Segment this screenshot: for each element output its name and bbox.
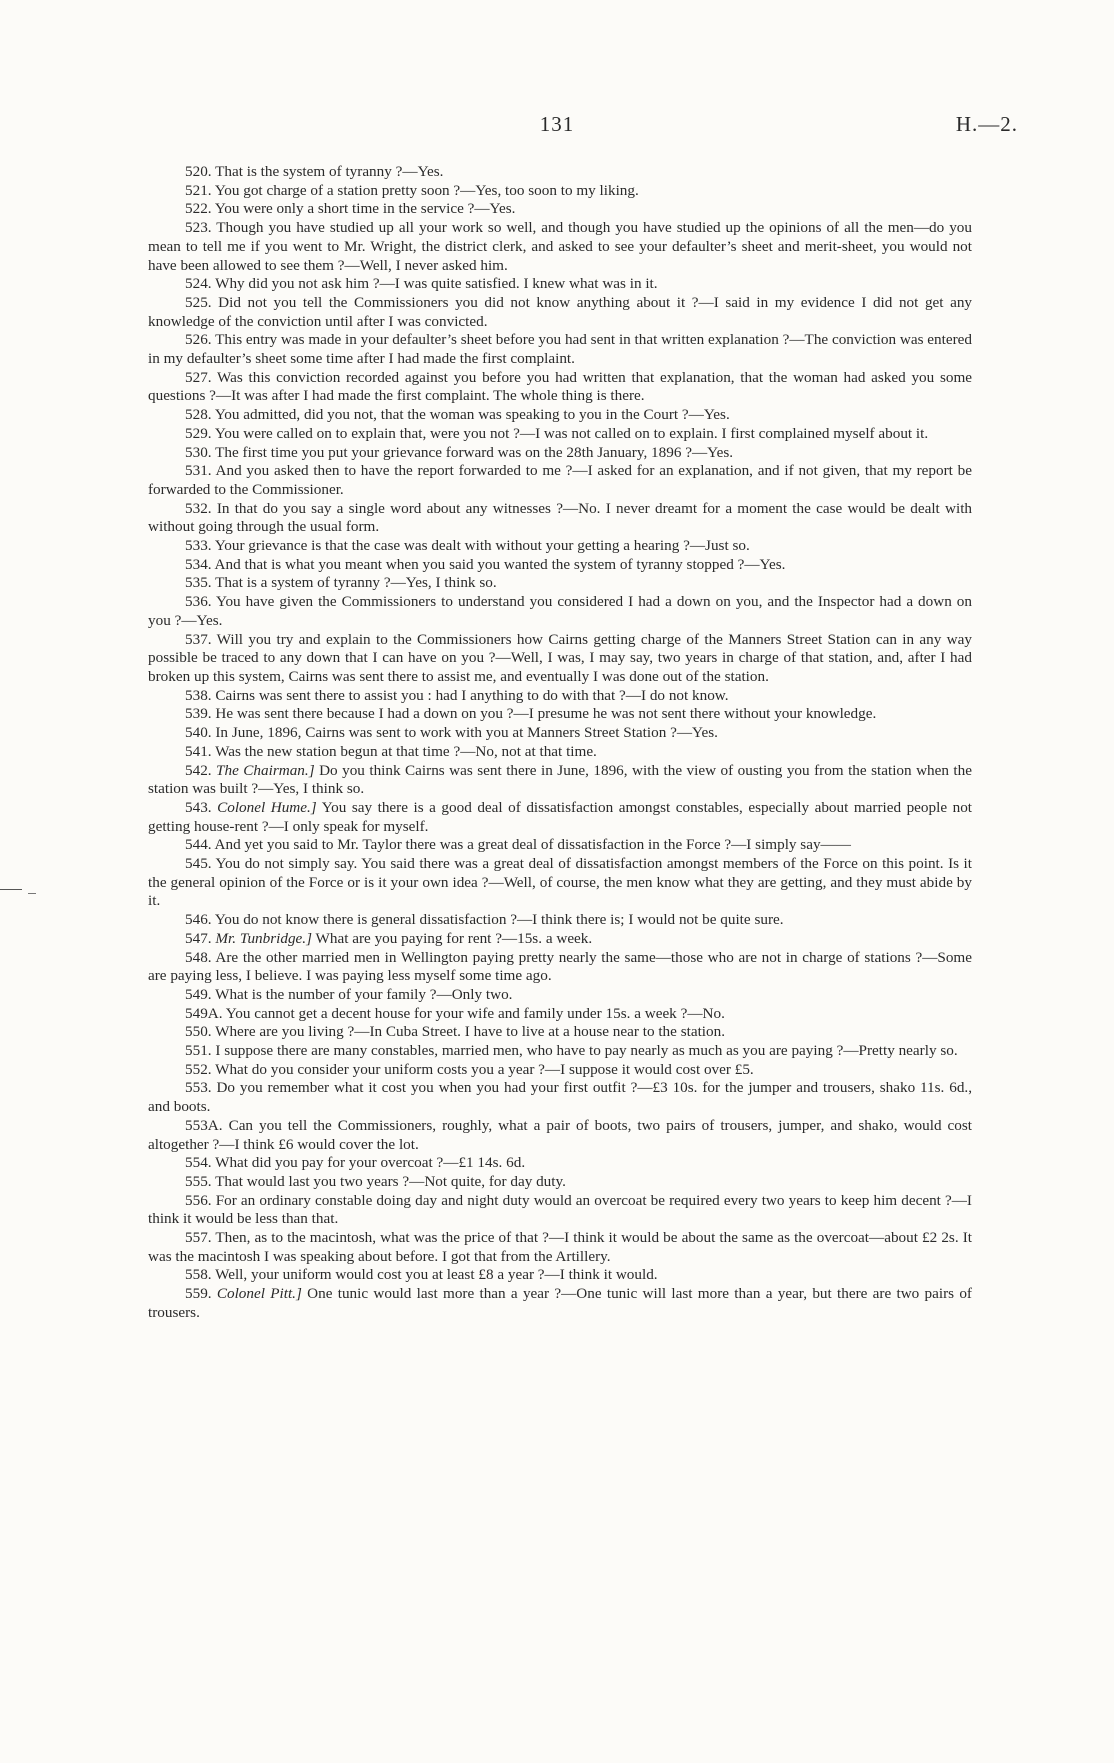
question-answer-text: Why did you not ask him ?—I was quite satisfied. I knew what was in it. <box>215 275 658 293</box>
question-number: 549. <box>185 985 212 1003</box>
question-number: 535. <box>185 574 212 592</box>
question-number: 530. <box>185 443 212 461</box>
question-answer-text: You have given the Commissioners to understand you considered I had a down on you, and the Inspector had a down on you ?—Yes. <box>148 593 972 629</box>
question-number: 558. <box>185 1266 212 1284</box>
question-number: 553A. <box>185 1116 223 1134</box>
question-number: 527. <box>185 368 212 386</box>
question-number: 542. <box>185 761 212 779</box>
question-paragraph <box>148 1266 972 1285</box>
question-paragraph <box>148 1079 972 1116</box>
question-number: 533. <box>185 537 212 555</box>
margin-mark <box>0 889 22 890</box>
question-answer-text: Though you have studied up all your work so well, and though you have studied up the opinions of all the men—do you mean to tell me if you went to Mr. Wright, the district clerk, and asked to see your defaulter’s sheet and merit-sheet, you would not have been allowed to see them ?—Well, I never asked him. <box>148 219 972 274</box>
question-answer-text: Do you think Cairns was sent there in June, 1896, with the view of ousting you from the station when the station was built ?—Yes, I think so. <box>148 761 972 798</box>
question-number: 550. <box>185 1023 212 1041</box>
question-paragraph <box>148 1042 972 1061</box>
question-answer-text: In June, 1896, Cairns was sent to work with you at Manners Street Station ?—Yes. <box>215 724 718 742</box>
question-number: 537. <box>185 630 212 648</box>
question-paragraph <box>148 930 972 949</box>
question-paragraph <box>148 556 972 575</box>
question-number: 523. <box>185 219 212 237</box>
question-number: 559. <box>185 1285 212 1303</box>
question-number: 525. <box>185 293 212 311</box>
question-answer-text: That is the system of tyranny ?—Yes. <box>215 163 444 180</box>
question-paragraph <box>148 163 972 182</box>
question-number: 528. <box>185 406 212 424</box>
question-answer-text: The first time you put your grievance forward was on the 28th January, 1896 ?—Yes. <box>215 443 734 461</box>
question-answer-text: You were only a short time in the service ?—Yes. <box>214 200 516 218</box>
margin-tick <box>28 893 36 894</box>
question-paragraph <box>148 200 972 219</box>
testimony-body <box>148 163 972 1323</box>
question-answer-text: What is the number of your family ?—Only two. <box>215 985 513 1003</box>
question-answer-text: What are you paying for rent ?—15s. a week. <box>315 929 593 947</box>
question-number: 552. <box>185 1060 212 1078</box>
question-paragraph <box>148 724 972 743</box>
question-number: 532. <box>185 499 212 517</box>
question-number: 534. <box>185 555 212 573</box>
question-answer-text: Was the new station begun at that time ?—No, not at that time. <box>215 742 597 760</box>
question-number: 545. <box>185 855 212 873</box>
question-paragraph <box>148 1192 972 1229</box>
question-paragraph <box>148 799 972 836</box>
question-number: 553. <box>185 1079 212 1097</box>
question-number: 551. <box>185 1042 212 1060</box>
question-paragraph <box>148 949 972 986</box>
question-paragraph <box>148 574 972 593</box>
question-answer-text: You were called on to explain that, were you not ?—I was not called on to explain. I first complained myself about it. <box>214 424 929 442</box>
question-number: 529. <box>185 424 212 442</box>
question-answer-text: You say there is a good deal of dissatisfaction amongst constables, especially about married people not getting house-rent ?—I only speak for myself. <box>148 798 973 835</box>
question-paragraph <box>148 1023 972 1042</box>
question-number: 540. <box>185 724 212 742</box>
speaker-name: Mr. Tunbridge.] <box>215 929 313 947</box>
question-number: 555. <box>185 1172 212 1190</box>
question-paragraph <box>148 631 972 687</box>
question-answer-text: And that is what you meant when you said you wanted the system of tyranny stopped ?—Yes. <box>214 555 786 573</box>
question-paragraph <box>148 1061 972 1080</box>
question-answer-text: Then, as to the macintosh, what was the price of that ?—I think it would be about the same as the overcoat—about £2 2s. It was the macintosh I was speaking about before. I got that from the Artillery. <box>148 1229 972 1265</box>
question-paragraph <box>148 911 972 930</box>
question-answer-text: Cairns was sent there to assist you : had I anything to do with that ?—I do not know. <box>215 686 729 704</box>
question-number: 521. <box>185 181 212 199</box>
question-paragraph <box>148 369 972 406</box>
question-answer-text: You admitted, did you not, that the woman was speaking to you in the Court ?—Yes. <box>214 406 730 424</box>
question-number: 548. <box>185 948 212 966</box>
question-answer-text: Did not you tell the Commissioners you did not know anything about it ?—I said in my evidence I did not get any knowledge of the conviction until after I was convicted. <box>148 293 972 330</box>
question-number: 543. <box>185 798 212 816</box>
document-reference: H.—2. <box>955 112 1018 136</box>
question-answer-text: You cannot get a decent house for your wife and family under 15s. a week ?—No. <box>225 1004 725 1022</box>
question-paragraph <box>148 294 972 331</box>
question-answer-text: You do not know there is general dissatisfaction ?—I think there is; I would not be quite sure. <box>214 911 784 929</box>
question-paragraph <box>148 593 972 630</box>
question-answer-text: Will you try and explain to the Commissioners how Cairns getting charge of the Manners Street Station can in any way possible be traced to any down that I can have on you ?—Well, I was, I may say, two years in charge of that station, and, after I had broken up this system, Cairns was sent there to assist me, and eventually I was done out of the station. <box>148 630 972 685</box>
question-paragraph <box>148 219 972 275</box>
question-answer-text: For an ordinary constable doing day and night duty would an overcoat be required every two years to keep him decent ?—I think it would be less than that. <box>148 1191 972 1228</box>
question-number: 538. <box>185 686 212 704</box>
question-answer-text: Where are you living ?—In Cuba Street. I have to live at a house near to the station. <box>215 1023 725 1041</box>
question-number: 547. <box>185 929 212 947</box>
question-number: 536. <box>185 593 212 611</box>
question-paragraph <box>148 1173 972 1192</box>
question-paragraph <box>148 425 972 444</box>
speaker-name: The Chairman.] <box>216 761 315 779</box>
question-paragraph <box>148 275 972 294</box>
question-answer-text: He was sent there because I had a down on you ?—I presume he was not sent there without your knowledge. <box>215 705 877 723</box>
question-paragraph <box>148 705 972 724</box>
question-paragraph <box>148 500 972 537</box>
question-answer-text: That is a system of tyranny ?—Yes, I think so. <box>215 574 497 592</box>
question-number: 531. <box>185 462 212 480</box>
question-answer-text: In that do you say a single word about any witnesses ?—No. I never dreamt for a moment the case would be dealt with without going through the usual form. <box>148 499 973 536</box>
question-number: 556. <box>185 1191 212 1209</box>
question-number: 549A. <box>185 1004 223 1022</box>
question-paragraph <box>148 836 972 855</box>
question-paragraph <box>148 743 972 762</box>
question-answer-text: I suppose there are many constables, married men, who have to pay nearly as much as you are paying ?—Pretty nearly so. <box>215 1042 958 1060</box>
question-number: 522. <box>185 200 212 218</box>
speaker-name: Colonel Pitt.] <box>216 1285 302 1303</box>
question-paragraph <box>148 986 972 1005</box>
question-paragraph <box>148 1285 972 1322</box>
question-answer-text: Well, your uniform would cost you at least £8 a year ?—I think it would. <box>215 1266 658 1284</box>
question-answer-text: What did you pay for your overcoat ?—£1 14s. 6d. <box>215 1154 526 1172</box>
question-answer-text: Can you tell the Commissioners, roughly, what a pair of boots, two pairs of trousers, jumper, and shako, would cost altogether ?—I think £6 would cover the lot. <box>148 1116 973 1153</box>
question-answer-text: One tunic would last more than a year ?—One tunic will last more than a year, but there are two pairs of trousers. <box>148 1285 972 1321</box>
question-paragraph <box>148 1229 972 1266</box>
question-paragraph <box>148 444 972 463</box>
question-answer-text: You do not simply say. You said there was a great deal of dissatisfaction amongst members of the Force on this point. Is it the general opinion of the Force or is it your own idea ?—Well, of course, the men know what they are getting, and they must abide by it. <box>148 855 972 910</box>
question-paragraph <box>148 1117 972 1154</box>
question-answer-text: And you asked then to have the report forwarded to me ?—I asked for an explanation, and if not given, that my report be forwarded to the Commissioner. <box>148 462 972 498</box>
question-answer-text: You got charge of a station pretty soon ?—Yes, too soon to my liking. <box>214 181 639 199</box>
question-paragraph <box>148 182 972 201</box>
question-answer-text: Do you remember what it cost you when you had your first outfit ?—£3 10s. for the jumper and trousers, shako 11s. 6d., and boots. <box>148 1079 973 1116</box>
question-answer-text: Are the other married men in Wellington paying pretty nearly the same—those who are not in charge of stations ?—Some are paying less, I believe. I was paying less myself some time ago. <box>148 948 972 985</box>
question-paragraph <box>148 1154 972 1173</box>
speaker-name: Colonel Hume.] <box>217 798 317 816</box>
question-paragraph <box>148 762 972 799</box>
question-number: 520. <box>185 163 212 180</box>
question-number: 541. <box>185 742 212 760</box>
question-number: 546. <box>185 911 212 929</box>
question-paragraph <box>148 687 972 706</box>
question-paragraph <box>148 855 972 911</box>
question-answer-text: And yet you said to Mr. Taylor there was a great deal of dissatisfaction in the Force ?—I simply say—— <box>214 836 851 854</box>
page-number: 131 <box>539 112 575 136</box>
question-paragraph <box>148 331 972 368</box>
question-answer-text: Was this conviction recorded against you before you had written that explanation, that the woman had asked you some questions ?—It was after I had made the first complaint. The whole thing is there. <box>148 368 972 405</box>
question-answer-text: Your grievance is that the case was dealt with without your getting a hearing ?—Just so. <box>214 537 750 555</box>
question-number: 539. <box>185 705 212 723</box>
question-paragraph <box>148 537 972 556</box>
question-paragraph <box>148 1005 972 1024</box>
question-paragraph <box>148 462 972 499</box>
question-number: 554. <box>185 1154 212 1172</box>
question-number: 526. <box>185 331 212 349</box>
question-answer-text: That would last you two years ?—Not quite, for day duty. <box>215 1172 566 1190</box>
question-number: 524. <box>185 275 212 293</box>
question-answer-text: What do you consider your uniform costs you a year ?—I suppose it would cost over £5. <box>215 1060 754 1078</box>
question-answer-text: This entry was made in your defaulter’s sheet before you had sent in that written explanation ?—The conviction was entered in my defaulter’s sheet some time after I had made the first complaint. <box>148 331 972 368</box>
question-number: 557. <box>185 1229 212 1247</box>
question-number: 544. <box>185 836 212 854</box>
question-paragraph <box>148 406 972 425</box>
